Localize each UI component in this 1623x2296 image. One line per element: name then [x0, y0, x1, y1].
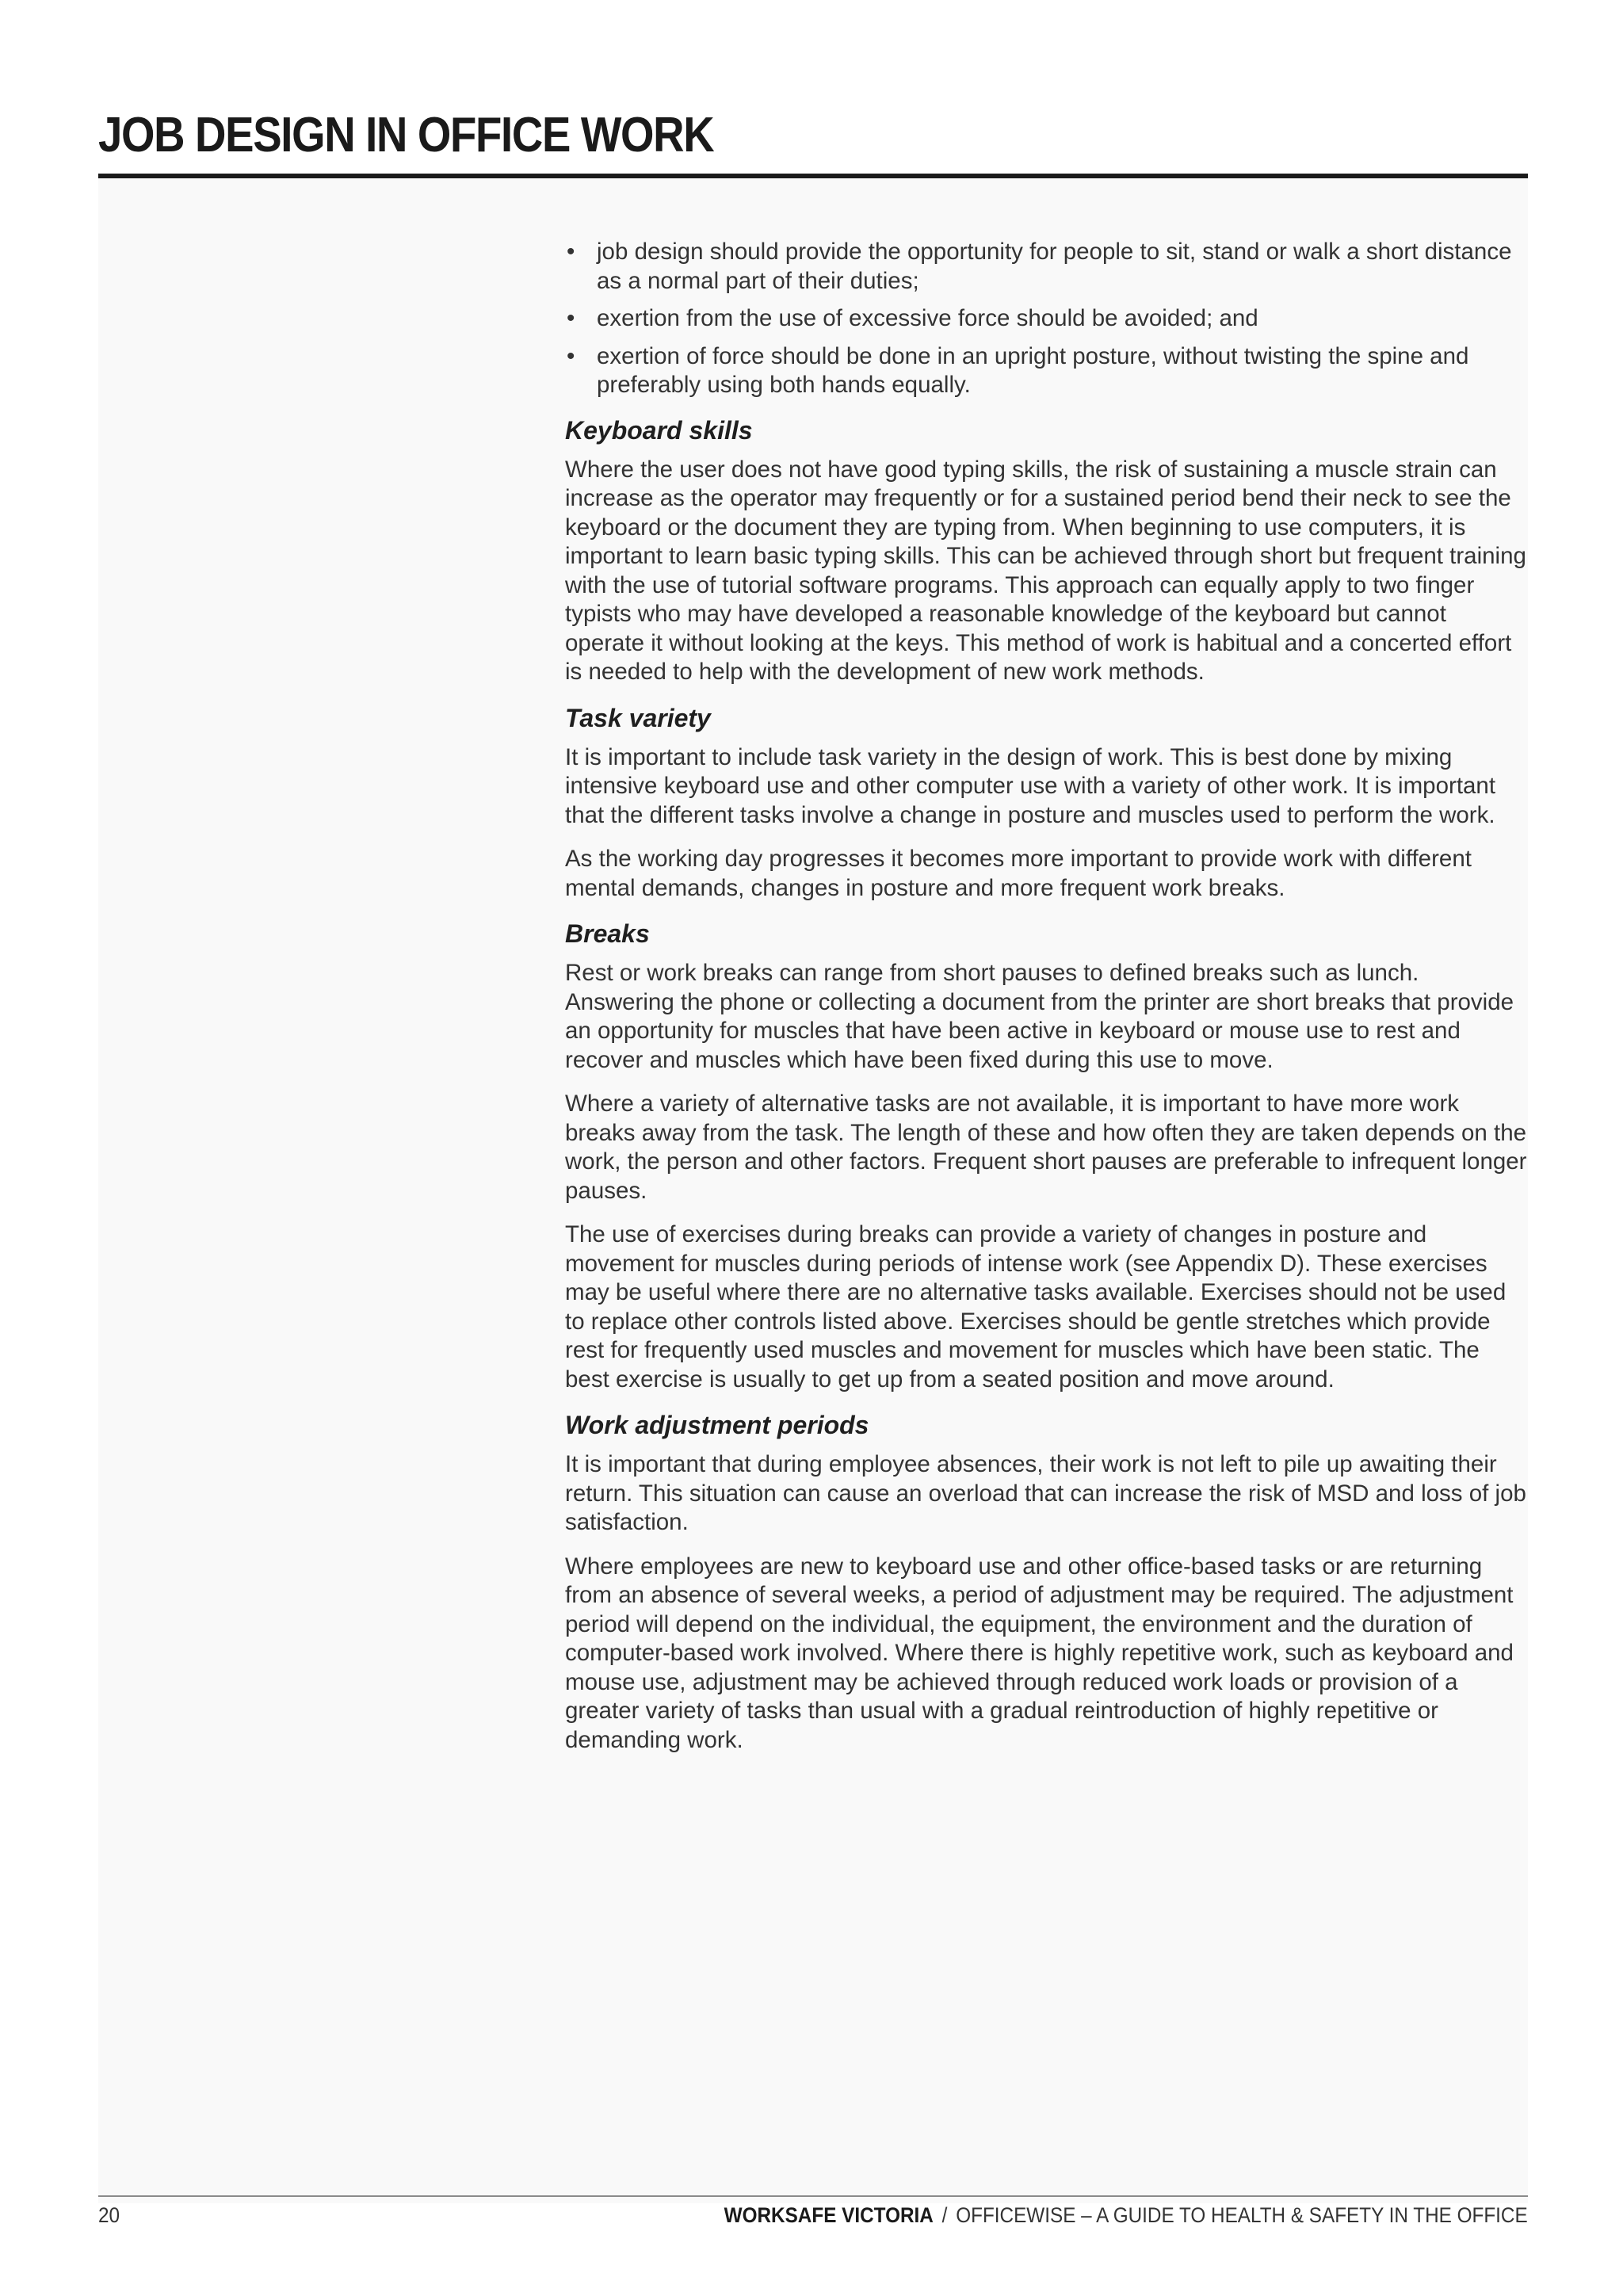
paragraph: The use of exercises during breaks can provide a variety of changes in posture and movement for muscles during periods of intense work (see Appendix D). These exercises may be useful where there are no alternative tasks available. Exercises should not be used to replace other controls listed above. Exercises should be gentle stretches which provide rest for frequently used muscles and movement for muscles which have been static. The best exercise is usually to get up from a seated position and move around.: [565, 1221, 1507, 1392]
bullet-icon: •: [567, 342, 575, 369]
bullet-list: [565, 238, 1528, 400]
page-title: JOB DESIGN IN OFFICE WORK: [98, 108, 714, 162]
footer-rule: [98, 2195, 1528, 2197]
paragraph: Where employees are new to keyboard use and other office-based tasks or are returning from an absence of several weeks, a period of adjustment may be required. The adjustment period will depend on the individual, the equipment, the environment and the duration of computer-based work involved. Where there is highly repetitive work, such as keyboard and mouse use, adjustment may be achieved through reduced work loads or provision of a greater variety of tasks than usual with a gradual reintroduction of highly repetitive or demanding work.: [565, 1553, 1514, 1753]
footer-publication-title: OFFICEWISE – A GUIDE TO HEALTH & SAFETY IN THE OFFICE: [956, 2203, 1528, 2227]
section-heading-task-variety: Task variety: [565, 703, 711, 732]
list-item-text: job design should provide the opportunity for people to sit, stand or walk a short distance as a normal part of their duties;: [597, 239, 1512, 294]
list-item: [565, 304, 1528, 334]
paragraph: It is important that during employee absences, their work is not left to pile up awaiting their return. This situation can cause an overload that can increase the risk of MSD and loss of job satisfaction.: [565, 1451, 1526, 1535]
paragraph: Where a variety of alternative tasks are not available, it is important to have more work breaks away from the task. The length of these and how often they are taken depends on the work, the person and other factors. Frequent short pauses are preferable to infrequent longer pauses.: [565, 1091, 1527, 1204]
page-number: 20: [98, 2203, 120, 2227]
section-heading-work-adjustment-periods: Work adjustment periods: [565, 1411, 869, 1439]
footer-brand: WORKSAFE VICTORIA: [724, 2203, 934, 2227]
section-heading-keyboard-skills: Keyboard skills: [565, 415, 753, 445]
section-heading-breaks: Breaks: [565, 919, 650, 948]
bullet-icon: •: [567, 305, 575, 331]
list-item: [565, 342, 1528, 400]
list-item: [565, 238, 1528, 296]
title-rule: [98, 174, 1528, 178]
footer-publication: [724, 2203, 1528, 2228]
paragraph: As the working day progresses it becomes more important to provide work with different mental demands, changes in posture and more frequent work breaks.: [565, 846, 1472, 901]
paragraph: It is important to include task variety in the design of work. This is best done by mixing intensive keyboard use and other computer use with a variety of other work. It is important that the different tasks involve a change in posture and muscles used to perform the work.: [565, 743, 1496, 828]
list-item-text: exertion from the use of excessive force should be avoided; and: [597, 305, 1258, 331]
paragraph: Rest or work breaks can range from short pauses to defined breaks such as lunch. Answering the phone or collecting a document from the printer are short breaks that provide an opportunity for muscles that have been active in keyboard or mouse use to rest and recover and muscles which have been fixed during this use to move.: [565, 960, 1514, 1073]
bullet-icon: •: [567, 239, 575, 265]
list-item-text: exertion of force should be done in an upright posture, without twisting the spine and preferably using both hands equally.: [597, 342, 1469, 398]
main-content: [565, 238, 1528, 1770]
footer-separator: /: [941, 2203, 948, 2227]
paragraph: Where the user does not have good typing skills, the risk of sustaining a muscle strain can increase as the operator may frequently or for a sustained period bend their neck to see the keyboard or the document they are typing from. When beginning to use computers, it is important to learn basic typing skills. This can be achieved through short but frequent training with the use of tutorial software programs. This approach can equally apply to two finger typists who may have developed a reasonable knowledge of the keyboard but cannot operate it without looking at the keys. This method of work is habitual and a concerted effort is needed to help with the development of new work methods.: [565, 456, 1526, 685]
